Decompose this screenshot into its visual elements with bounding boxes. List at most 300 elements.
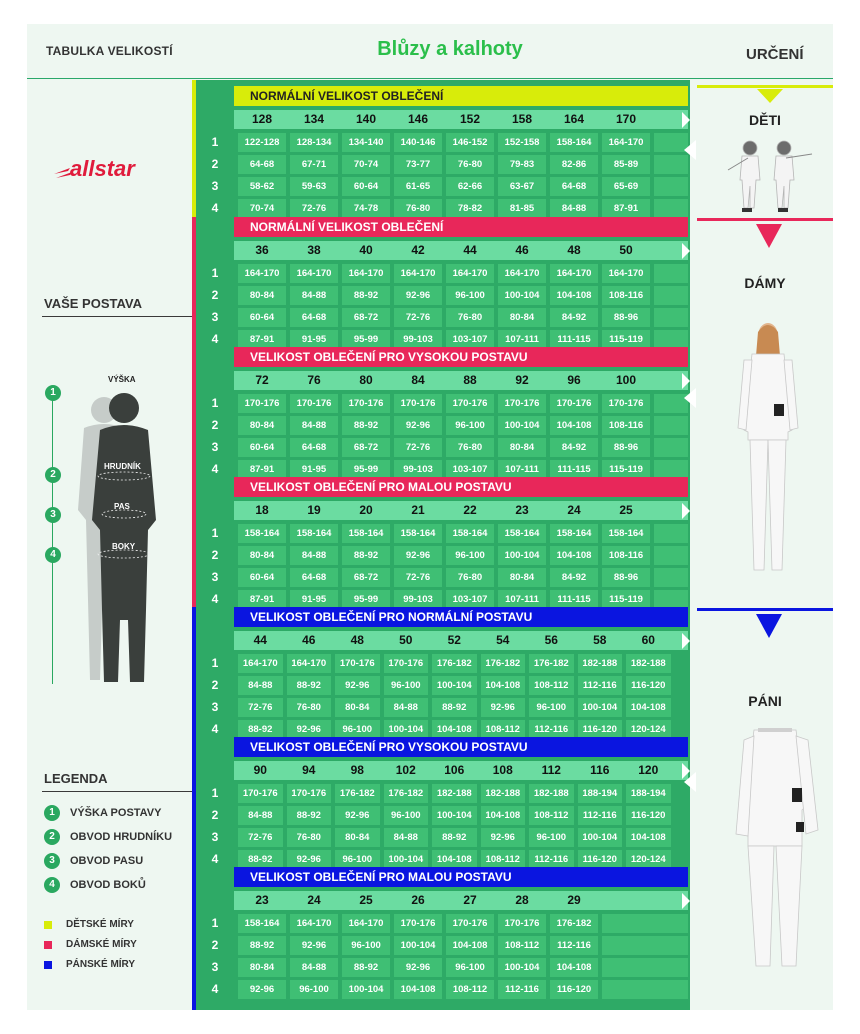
- measure-cell: 188-194: [578, 784, 623, 803]
- legend-marker: 1: [44, 805, 60, 821]
- row-number: 1: [211, 916, 219, 930]
- size-header-cell: 116: [590, 763, 610, 777]
- measure-cell: 99-103: [394, 460, 442, 479]
- row-index-column: [196, 80, 234, 1010]
- size-header-cell: 48: [350, 633, 364, 647]
- measure-cell: 88-92: [342, 286, 390, 305]
- size-header-row: [234, 110, 688, 129]
- men-rule: [697, 608, 833, 611]
- size-header-cell: 134: [303, 112, 325, 126]
- measure-cell: 164-170: [290, 914, 338, 933]
- empty-cell: [654, 524, 688, 543]
- row-number: 2: [211, 548, 219, 562]
- measure-cell: 116-120: [578, 720, 623, 739]
- measure-cell: 164-170: [498, 264, 546, 283]
- measure-cell: 164-170: [287, 654, 332, 673]
- measure-cell: 170-176: [394, 394, 442, 413]
- measure-cell: 64-68: [550, 177, 598, 196]
- empty-cell: [654, 286, 688, 305]
- measure-cell: 92-96: [290, 936, 338, 955]
- size-header-cell: 94: [302, 763, 316, 777]
- measure-cell: 88-92: [238, 850, 283, 869]
- row-pointer-icon: [682, 633, 690, 649]
- size-header-cell: 50: [619, 243, 633, 257]
- size-header-cell: 72: [255, 373, 269, 387]
- measure-cell: 80-84: [238, 286, 286, 305]
- empty-cell: [654, 308, 688, 327]
- category-kids: DĚTI: [749, 112, 781, 128]
- measure-cell: 104-108: [550, 416, 598, 435]
- row-number: 4: [211, 332, 219, 346]
- size-header-cell: 60: [641, 633, 655, 647]
- measure-cell: 80-84: [335, 698, 380, 717]
- measure-cell: 108-112: [529, 676, 574, 695]
- color-key-item: [44, 936, 137, 951]
- measure-cell: 164-170: [446, 264, 494, 283]
- measure-cell: 92-96: [335, 806, 380, 825]
- measure-cell: 108-112: [498, 936, 546, 955]
- color-key-label: DÁMSKÉ MÍRY: [66, 939, 137, 951]
- measure-cell: 92-96: [394, 546, 442, 565]
- size-header-cell: 42: [411, 243, 425, 257]
- measure-cell: 87-91: [602, 199, 650, 218]
- measure-cell: 72-76: [394, 308, 442, 327]
- measure-cell: 80-84: [238, 958, 286, 977]
- measure-cell: 92-96: [287, 720, 332, 739]
- measure-cell: 108-112: [446, 980, 494, 999]
- measure-cell: 88-92: [342, 958, 390, 977]
- measure-cell: 91-95: [290, 460, 338, 479]
- size-header-cell: 40: [359, 243, 373, 257]
- measure-cell: 99-103: [394, 590, 442, 609]
- measure-cell: 170-176: [290, 394, 338, 413]
- measure-cell: 88-92: [238, 720, 283, 739]
- measure-cell: 58-62: [238, 177, 286, 196]
- measure-cell: 80-84: [498, 568, 546, 587]
- measure-cell: 76-80: [287, 698, 332, 717]
- measure-cell: 158-164: [446, 524, 494, 543]
- measure-cell: 73-77: [394, 155, 442, 174]
- size-header-cell: 20: [359, 503, 373, 517]
- measure-cell: 60-64: [238, 568, 286, 587]
- women-triangle-icon: [756, 224, 782, 248]
- measure-cell: 96-100: [384, 806, 429, 825]
- measure-cell: 100-104: [394, 936, 442, 955]
- empty-cell: [654, 133, 688, 152]
- legend-label: VÝŠKA POSTAVY: [70, 806, 162, 819]
- size-header-cell: 158: [511, 112, 533, 126]
- size-header-cell: 18: [255, 503, 269, 517]
- row-number: 4: [211, 462, 219, 476]
- measure-cell: 103-107: [446, 330, 494, 349]
- figure-label-chest: HRUDNÍK: [104, 462, 141, 471]
- measure-cell: 158-164: [498, 524, 546, 543]
- size-header-cell: 92: [515, 373, 529, 387]
- size-header-cell: 21: [411, 503, 425, 517]
- row-number: 4: [211, 852, 219, 866]
- measure-cell: 61-65: [394, 177, 442, 196]
- header-right-label: URČENÍ: [746, 46, 804, 63]
- measure-cell: 78-82: [446, 199, 494, 218]
- measure-cell: 182-188: [481, 784, 526, 803]
- measure-cell: 104-108: [394, 980, 442, 999]
- size-header-cell: 128: [251, 112, 273, 126]
- row-number: 3: [211, 310, 219, 324]
- size-header-row: [234, 761, 688, 780]
- category-men: PÁNI: [748, 693, 782, 709]
- empty-cell: [654, 546, 688, 565]
- measure-cell: 103-107: [446, 590, 494, 609]
- measure-cell: 170-176: [498, 914, 546, 933]
- measure-cell: 164-170: [342, 914, 390, 933]
- measure-cell: 72-76: [290, 199, 338, 218]
- figure-title: VAŠE POSTAVA: [44, 296, 142, 311]
- measure-cell: 176-182: [481, 654, 526, 673]
- measure-cell: 111-115: [550, 590, 598, 609]
- measure-cell: 92-96: [394, 416, 442, 435]
- measure-cell: 120-124: [626, 720, 671, 739]
- row-pointer-icon: [682, 243, 690, 259]
- legend-item: [44, 852, 143, 870]
- measure-cell: 158-164: [550, 133, 598, 152]
- measure-cell: 76-80: [446, 438, 494, 457]
- size-header-cell: 54: [496, 633, 510, 647]
- measure-cell: 64-68: [290, 308, 338, 327]
- measure-cell: 108-116: [602, 546, 650, 565]
- measure-cell: 164-170: [602, 264, 650, 283]
- size-header-cell: 96: [567, 373, 581, 387]
- measure-cell: 96-100: [446, 546, 494, 565]
- row-number: 1: [211, 656, 219, 670]
- size-header-cell: 28: [515, 893, 529, 907]
- marker-1: 1: [45, 385, 61, 401]
- size-header-cell: 38: [307, 243, 321, 257]
- measure-cell: 120-124: [626, 850, 671, 869]
- measure-cell: 164-170: [550, 264, 598, 283]
- row-pointer-icon: [682, 503, 690, 519]
- measure-cell: 60-64: [342, 177, 390, 196]
- size-header-cell: 22: [463, 503, 477, 517]
- measure-cell: 100-104: [342, 980, 390, 999]
- size-header-cell: 44: [463, 243, 477, 257]
- measure-cell: 92-96: [394, 286, 442, 305]
- measure-cell: 96-100: [446, 286, 494, 305]
- measure-cell: 76-80: [394, 199, 442, 218]
- measure-cell: 112-116: [529, 850, 574, 869]
- measure-cell: 170-176: [602, 394, 650, 413]
- measure-cell: 82-86: [550, 155, 598, 174]
- measure-cell: 88-96: [602, 438, 650, 457]
- measure-cell: 96-100: [384, 676, 429, 695]
- color-swatch-blue: [44, 961, 52, 969]
- measure-cell: 111-115: [550, 330, 598, 349]
- measure-cell: 92-96: [481, 698, 526, 717]
- measure-cell: 79-83: [498, 155, 546, 174]
- figure-label-waist: PAS: [114, 502, 130, 511]
- measure-cell: 170-176: [384, 654, 429, 673]
- measure-cell: 158-164: [342, 524, 390, 543]
- measure-cell: 84-88: [290, 416, 338, 435]
- measure-cell: 84-88: [290, 286, 338, 305]
- row-number: 3: [211, 700, 219, 714]
- empty-cell: [654, 199, 688, 218]
- size-header-cell: 29: [567, 893, 581, 907]
- empty-cell: [602, 958, 688, 977]
- row-number: 2: [211, 938, 219, 952]
- size-header-cell: 24: [567, 503, 581, 517]
- row-number: 3: [211, 570, 219, 584]
- size-header-row: [234, 631, 688, 650]
- measure-cell: 100-104: [432, 676, 477, 695]
- row-number: 2: [211, 157, 219, 171]
- measure-cell: 108-112: [481, 850, 526, 869]
- row-number: 1: [211, 526, 219, 540]
- measure-cell: 96-100: [335, 850, 380, 869]
- row-pointer-icon: [682, 893, 690, 909]
- measure-cell: 134-140: [342, 133, 390, 152]
- measure-cell: 96-100: [446, 416, 494, 435]
- measure-cell: 70-74: [238, 199, 286, 218]
- measure-cell: 64-68: [290, 568, 338, 587]
- measure-cell: 164-170: [238, 654, 283, 673]
- size-header-row: [234, 241, 688, 260]
- measure-cell: 170-176: [446, 394, 494, 413]
- size-header-cell: 98: [350, 763, 364, 777]
- measure-cell: 164-170: [290, 264, 338, 283]
- measure-cell: 65-69: [602, 177, 650, 196]
- measure-cell: 158-164: [602, 524, 650, 543]
- measure-cell: 92-96: [287, 850, 332, 869]
- measure-cell: 92-96: [238, 980, 286, 999]
- measure-cell: 170-176: [335, 654, 380, 673]
- measure-cell: 84-88: [238, 806, 283, 825]
- section-title: VELIKOST OBLEČENÍ PRO MALOU POSTAVU: [234, 477, 688, 497]
- size-header-cell: 80: [359, 373, 373, 387]
- size-header-cell: 76: [307, 373, 321, 387]
- size-header-cell: 25: [359, 893, 373, 907]
- measure-cell: 95-99: [342, 330, 390, 349]
- measure-cell: 176-182: [432, 654, 477, 673]
- kids-triangle-icon: [757, 89, 783, 103]
- row-pointer-icon: [682, 373, 690, 389]
- category-pointer-icon: [684, 388, 696, 408]
- measure-cell: 122-128: [238, 133, 286, 152]
- measure-cell: 88-96: [602, 308, 650, 327]
- measure-cell: 67-71: [290, 155, 338, 174]
- measure-cell: 70-74: [342, 155, 390, 174]
- header-divider: [27, 78, 833, 79]
- page-title: Blůzy a kalhoty: [377, 38, 523, 60]
- section-title: VELIKOST OBLEČENÍ PRO VYSOKOU POSTAVU: [234, 347, 688, 367]
- measure-cell: 64-68: [238, 155, 286, 174]
- measure-cell: 84-88: [550, 199, 598, 218]
- size-header-cell: 88: [463, 373, 477, 387]
- measure-cell: 176-182: [335, 784, 380, 803]
- figure-label-hips: BOKY: [112, 542, 136, 551]
- measure-cell: 81-85: [498, 199, 546, 218]
- color-swatch-yellow: [44, 921, 52, 929]
- category-pointer-icon: [684, 140, 696, 160]
- measure-cell: 84-88: [384, 698, 429, 717]
- measure-cell: 100-104: [498, 546, 546, 565]
- color-key-item: [44, 916, 134, 931]
- size-header-cell: 27: [463, 893, 477, 907]
- measure-cell: 116-120: [578, 850, 623, 869]
- measure-cell: 140-146: [394, 133, 442, 152]
- measure-cell: 80-84: [335, 828, 380, 847]
- women-rule: [697, 218, 833, 221]
- measure-cell: 88-96: [602, 568, 650, 587]
- measure-cell: 104-108: [481, 676, 526, 695]
- measure-cell: 164-170: [602, 133, 650, 152]
- measure-cell: 84-88: [384, 828, 429, 847]
- measure-cell: 96-100: [529, 828, 574, 847]
- measure-cell: 88-92: [287, 676, 332, 695]
- measure-cell: 84-88: [238, 676, 283, 695]
- measure-cell: 85-89: [602, 155, 650, 174]
- measure-cell: 88-92: [432, 828, 477, 847]
- measure-cell: 80-84: [498, 308, 546, 327]
- empty-cell: [654, 264, 688, 283]
- measure-cell: 72-76: [238, 828, 283, 847]
- empty-cell: [602, 936, 688, 955]
- size-header-cell: 164: [563, 112, 585, 126]
- measure-cell: 170-176: [394, 914, 442, 933]
- size-header-cell: 25: [619, 503, 633, 517]
- measure-cell: 108-116: [602, 416, 650, 435]
- empty-cell: [602, 914, 688, 933]
- measure-cell: 107-111: [498, 590, 546, 609]
- size-header-cell: 24: [307, 893, 321, 907]
- measure-cell: 87-91: [238, 460, 286, 479]
- row-number: 4: [211, 722, 219, 736]
- men-triangle-icon: [756, 614, 782, 638]
- row-number: 1: [211, 786, 219, 800]
- measure-cell: 108-112: [481, 720, 526, 739]
- measure-cell: 92-96: [335, 676, 380, 695]
- measure-cell: 87-91: [238, 330, 286, 349]
- measure-cell: 80-84: [238, 546, 286, 565]
- measure-cell: 99-103: [394, 330, 442, 349]
- svg-text:allstar: allstar: [70, 156, 135, 181]
- measure-cell: 111-115: [550, 460, 598, 479]
- measure-cell: 87-91: [238, 590, 286, 609]
- measure-cell: 188-194: [626, 784, 671, 803]
- measure-cell: 100-104: [432, 806, 477, 825]
- measure-cell: 108-112: [529, 806, 574, 825]
- measure-cell: 92-96: [481, 828, 526, 847]
- category-women: DÁMY: [744, 275, 786, 291]
- legend-marker: 3: [44, 853, 60, 869]
- row-number: 3: [211, 440, 219, 454]
- measure-cell: 107-111: [498, 330, 546, 349]
- measure-cell: 76-80: [446, 568, 494, 587]
- size-header-cell: 90: [253, 763, 267, 777]
- size-header-cell: 46: [515, 243, 529, 257]
- size-header-row: [234, 371, 688, 390]
- empty-cell: [654, 394, 688, 413]
- measure-cell: 104-108: [550, 958, 598, 977]
- measure-cell: 182-188: [432, 784, 477, 803]
- measure-cell: 146-152: [446, 133, 494, 152]
- size-header-cell: 26: [411, 893, 425, 907]
- measure-cell: 170-176: [238, 394, 286, 413]
- size-header-cell: 108: [492, 763, 513, 777]
- measure-cell: 158-164: [290, 524, 338, 543]
- legend-label: OBVOD HRUDNÍKU: [70, 830, 173, 843]
- section-title: NORMÁLNÍ VELIKOST OBLEČENÍ: [234, 217, 688, 237]
- measure-cell: 170-176: [287, 784, 332, 803]
- measure-cell: 164-170: [394, 264, 442, 283]
- measure-cell: 59-63: [290, 177, 338, 196]
- row-pointer-icon: [682, 112, 690, 128]
- marker-2: 2: [45, 467, 61, 483]
- size-header-cell: 106: [444, 763, 465, 777]
- measure-cell: 96-100: [446, 958, 494, 977]
- measure-cell: 115-119: [602, 460, 650, 479]
- men-fencer-image: [726, 726, 824, 972]
- empty-cell: [654, 155, 688, 174]
- category-pointer-icon: [684, 772, 696, 792]
- measure-cell: 88-92: [238, 936, 286, 955]
- row-number: 1: [211, 266, 219, 280]
- measure-cell: 72-76: [394, 438, 442, 457]
- header-left-label: TABULKA VELIKOSTÍ: [46, 44, 173, 58]
- measure-cell: 72-76: [394, 568, 442, 587]
- measure-cell: 104-108: [626, 828, 671, 847]
- empty-cell: [654, 568, 688, 587]
- measure-cell: 88-92: [287, 806, 332, 825]
- row-number: 3: [211, 960, 219, 974]
- measure-cell: 158-164: [394, 524, 442, 543]
- size-header-cell: 146: [407, 112, 429, 126]
- measure-cell: 95-99: [342, 460, 390, 479]
- measure-cell: 104-108: [432, 720, 477, 739]
- size-header-cell: 56: [544, 633, 558, 647]
- row-number: 4: [211, 201, 219, 215]
- measure-cell: 88-92: [432, 698, 477, 717]
- measure-cell: 182-188: [626, 654, 671, 673]
- measure-cell: 60-64: [238, 438, 286, 457]
- empty-cell: [654, 177, 688, 196]
- measure-cell: 112-116: [529, 720, 574, 739]
- measure-cell: 115-119: [602, 330, 650, 349]
- measure-cell: 158-164: [238, 914, 286, 933]
- empty-cell: [602, 980, 688, 999]
- measure-cell: 76-80: [446, 155, 494, 174]
- measure-cell: 112-116: [550, 936, 598, 955]
- color-swatch-red: [44, 941, 52, 949]
- measure-cell: 88-92: [342, 416, 390, 435]
- size-header-row: [234, 891, 688, 910]
- color-key-item: [44, 956, 136, 971]
- measure-cell: 60-64: [238, 308, 286, 327]
- measure-cell: 152-158: [498, 133, 546, 152]
- measure-cell: 164-170: [342, 264, 390, 283]
- legend-title-rule: [42, 791, 192, 792]
- size-header-cell: 44: [253, 633, 267, 647]
- size-header-cell: 170: [615, 112, 637, 126]
- size-header-cell: 140: [355, 112, 377, 126]
- measure-cell: 104-108: [432, 850, 477, 869]
- measure-cell: 100-104: [578, 698, 623, 717]
- measure-cell: 100-104: [384, 850, 429, 869]
- measure-cell: 76-80: [287, 828, 332, 847]
- measure-cell: 170-176: [342, 394, 390, 413]
- section-title: VELIKOST OBLEČENÍ PRO MALOU POSTAVU: [234, 867, 688, 887]
- size-header-cell: 120: [638, 763, 659, 777]
- color-key-label: DĚTSKÉ MÍRY: [66, 919, 134, 931]
